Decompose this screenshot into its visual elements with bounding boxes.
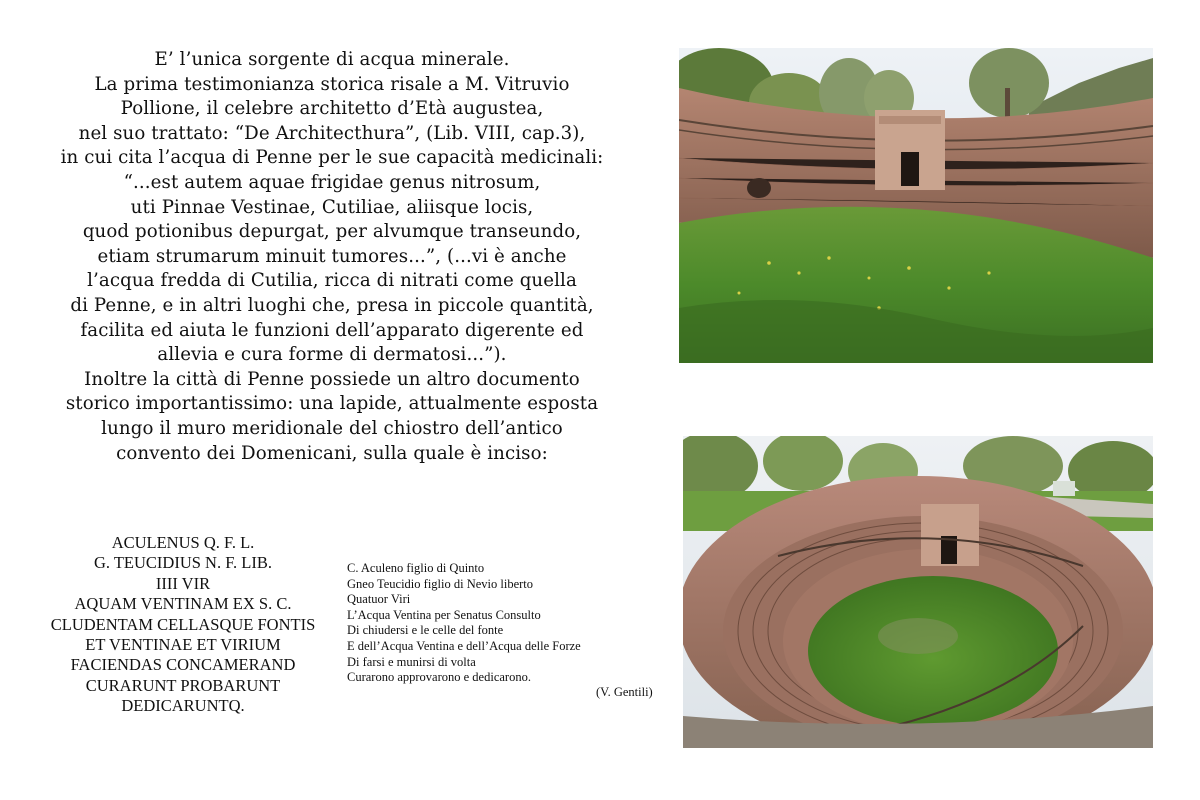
inscription-line: CURARUNT PROBARUNT: [85, 675, 281, 695]
main-text-line: in cui cita l’acqua di Penne per le sue capacità medicinali:: [60, 147, 604, 169]
fountain-photo-bottom: [683, 436, 1153, 748]
inscription-line: IIII VIR: [155, 573, 211, 593]
translation-line: L’Acqua Ventina per Senatus Consulto: [347, 607, 541, 622]
main-text-line: lungo il muro meridionale del chiostro dell’antico: [101, 417, 563, 439]
translation-line: Quatuor Viri: [347, 592, 411, 607]
main-text-line: nel suo trattato: “De Architecthura”, (Lib. VIII, cap.3),: [78, 122, 586, 144]
translation-line: Gneo Teucidio figlio di Nevio liberto: [347, 576, 534, 591]
fountain-photo-top: [679, 48, 1153, 363]
main-text-line: uti Pinnae Vestinae, Cutiliae, aliisque locis,: [130, 196, 534, 218]
main-text-line: allevia e cura forme di dermatosi...”).: [157, 344, 507, 366]
main-text-line: “...est autem aquae frigidae genus nitrosum,: [123, 171, 541, 193]
main-text-line: Inoltre la città di Penne possiede un altro documento: [84, 368, 580, 390]
author-credit: (V. Gentili): [596, 685, 653, 699]
latin-inscription: [18, 533, 348, 717]
inscription-line: AQUAM VENTINAM EX S. C.: [74, 594, 292, 614]
translation-line: Di chiudersi e le celle del fonte: [347, 623, 504, 638]
main-text-line: storico importantissimo: una lapide, attualmente esposta: [65, 393, 599, 415]
main-text-line: quod potionibus depurgat, per alvumque transeundo,: [82, 221, 582, 243]
italian-translation: [347, 561, 657, 686]
main-text-line: l’acqua fredda di Cutilia, ricca di nitrati come quella: [87, 270, 577, 292]
main-text-line: facilita ed aiuta le funzioni dell’apparato digerente ed: [80, 319, 584, 341]
translation-line: C. Aculeno figlio di Quinto: [347, 561, 485, 575]
inscription-line: CLUDENTAM CELLASQUE FONTIS: [50, 614, 316, 634]
main-text-line: E’ l’unica sorgente di acqua minerale.: [154, 49, 510, 70]
main-text-line: di Penne, e in altri luoghi che, presa in piccole quantità,: [70, 294, 594, 316]
fountain-photo-bottom-image: [683, 436, 1153, 748]
main-text-line: La prima testimonianza storica risale a M. Vitruvio: [94, 73, 570, 95]
main-text-line: Pollione, il celebre architetto d’Età augustea,: [120, 98, 544, 120]
inscription-line: ACULENUS Q. F. L.: [111, 533, 255, 552]
inscription-line: FACIENDAS CONCAMERAND: [70, 655, 296, 675]
inscription-line: DEDICARUNTQ.: [121, 696, 245, 716]
main-text: [22, 48, 642, 466]
main-text-line: etiam strumarum minuit tumores...”, (...vi è anche: [97, 245, 567, 267]
translation-line: Di farsi e munirsi di volta: [347, 654, 476, 669]
inscription-line: G. TEUCIDIUS N. F. LIB.: [93, 553, 273, 573]
translation-line: E dell’Acqua Ventina e dell’Acqua delle Forze: [347, 638, 581, 653]
inscription-line: ET VENTINAE ET VIRIUM: [85, 635, 281, 655]
translation-line: Curarono approvarono e dedicarono.: [347, 670, 531, 685]
fountain-photo-top-image: [679, 48, 1153, 363]
main-text-line: convento dei Domenicani, sulla quale è inciso:: [116, 442, 548, 464]
